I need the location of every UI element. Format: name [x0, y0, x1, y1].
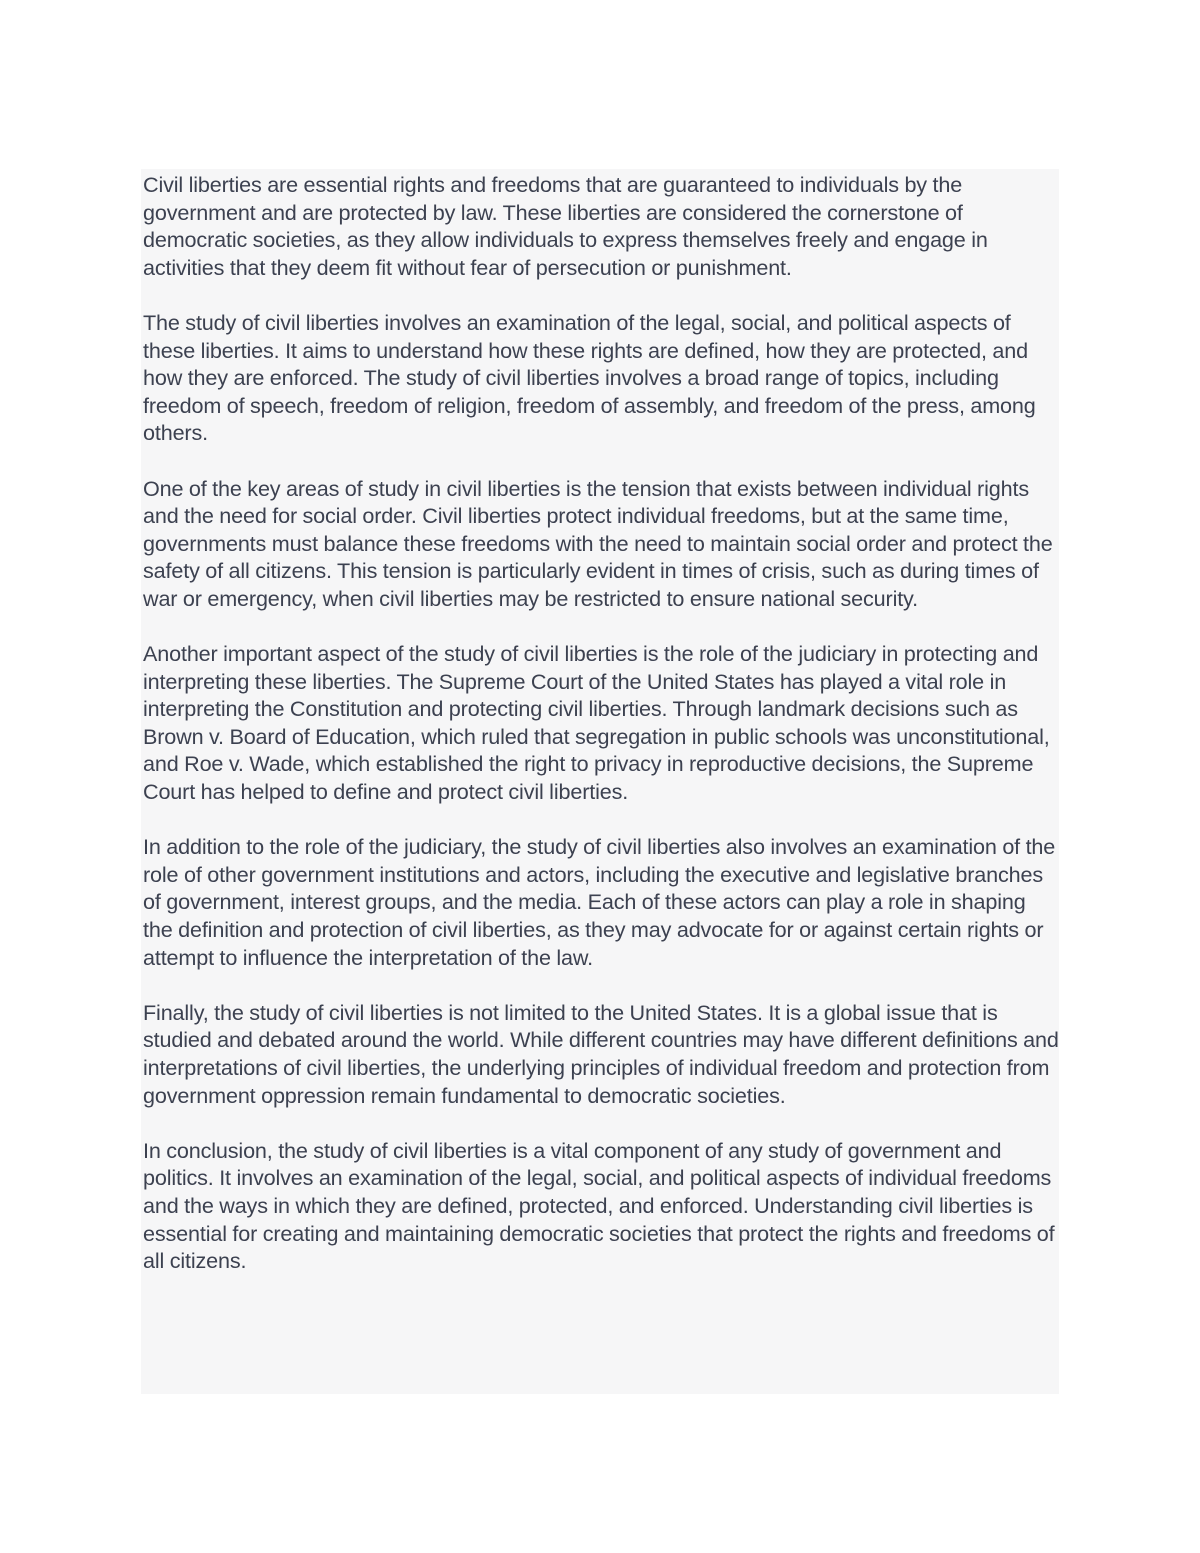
paragraph-6: Finally, the study of civil liberties is not limited to the United States. It is a global issue that is studied and debated around the world. While different countries may have different definitions and interpretations of civil liberties, the underlying principles of individual freedom and protection from government oppression remain fundamental to democratic societies.	[143, 999, 1059, 1108]
paragraph-7: In conclusion, the study of civil liberties is a vital component of any study of government and politics. It involves an examination of the legal, social, and political aspects of individual freedoms and the ways in which they are defined, protected, and enforced. Understanding civil liberties is essential for creating and maintaining democratic societies that protect the rights and freedoms of all citizens.	[143, 1137, 1055, 1274]
essay-text-block	[141, 169, 1059, 1394]
paragraph-1: Civil liberties are essential rights and freedoms that are guaranteed to individuals by the government and are protected by law. These liberties are considered the cornerstone of democratic societies, as they allow individuals to express themselves freely and engage in activities that they deem fit without fear of persecution or punishment.	[143, 172, 988, 280]
paragraph-5: In addition to the role of the judiciary, the study of civil liberties also involves an examination of the role of other government institutions and actors, including the executive and legislative branches of government, interest groups, and the media. Each of these actors can play a role in shaping the definition and protection of civil liberties, as they may advocate for or against certain rights or attempt to influence the interpretation of the law.	[143, 834, 1056, 970]
paragraph-3: One of the key areas of study in civil liberties is the tension that exists between individual rights and the need for social order. Civil liberties protect individual freedoms, but at the same time, governments must balance these freedoms with the need to maintain social order and protect the safety of all citizens. This tension is particularly evident in times of crisis, such as during times of war or emergency, when civil liberties may be restricted to ensure national security.	[143, 475, 1053, 611]
paragraph-4: Another important aspect of the study of civil liberties is the role of the judiciary in protecting and interpreting these liberties. The Supreme Court of the United States has played a vital role in interpreting the Constitution and protecting civil liberties. Through landmark decisions such as Brown v. Board of Education, which ruled that segregation in public schools was unconstitutional, and Roe v. Wade, which established the right to privacy in reproductive decisions, the Supreme Court has helped to define and protect civil liberties.	[143, 641, 1050, 805]
paragraph-2: The study of civil liberties involves an examination of the legal, social, and political aspects of these liberties. It aims to understand how these rights are defined, how they are protected, and how they are enforced. The study of civil liberties involves a broad range of topics, including freedom of speech, freedom of religion, freedom of assembly, and freedom of the press, among others.	[143, 309, 1036, 446]
